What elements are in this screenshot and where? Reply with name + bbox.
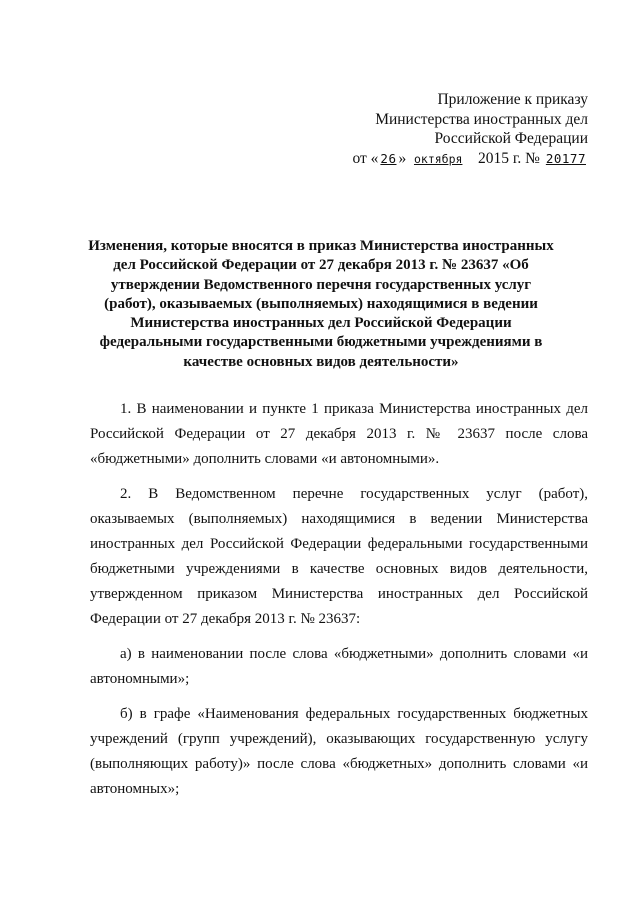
date-prefix: от « [352,149,379,167]
order-date-line [352,149,588,170]
document-body [90,397,588,812]
paragraph-1: 1. В наименовании и пункте 1 приказа Министерства иностранных дел Российской Федерации от 27 декабря 2013 г. № 23637 после слова «бюджетными» дополнить словами «и автономными». [90,401,588,467]
order-annex-header [352,90,588,169]
order-day: 26 [380,150,397,166]
paragraph-2a: а) в наименовании после слова «бюджетными» дополнить словами «и автономными»; [90,646,588,687]
paragraph-2: 2. В Ведомственном перечне государственных услуг (работ), оказываемых (выполняемых) находящимися в ведении Министерства иностранных дел Российской Федерации федеральными государственными бюджетными учреждениями в качестве основных видов деятельности, утвержденном приказом Министерства иностранных дел Российской Федерации от 27 декабря 2013 г. № 23637: [90,486,588,627]
date-quote-close: » [398,149,407,167]
document-title: Изменения, которые вносятся в приказ Министерства иностранных дел Российской Федерации от 27 декабря 2013 г. № 23637 «Об утверждении Ведомственного перечня государственных услуг (работ), оказываемых (выполняемых) находящимися в ведении Министерства иностранных дел Российской Федерации федеральными государственными бюджетными учреждениями в качестве основных видов деятельности» [88,238,554,370]
annex-line: Приложение к приказу [437,91,588,108]
ministry-line: Министерства иностранных дел [375,110,588,128]
paragraph-2b: б) в графе «Наименования федеральных государственных бюджетных учреждений (групп учреждений), оказывающих государственную услугу (выполняющих работу)» после слова «бюджетных» дополнить словами «и автономных»; [90,706,588,797]
order-year: 2015 г. № [477,149,540,167]
order-number: 20177 [545,150,586,166]
order-month: октября [413,151,463,166]
federation-line: Российской Федерации [434,130,588,147]
